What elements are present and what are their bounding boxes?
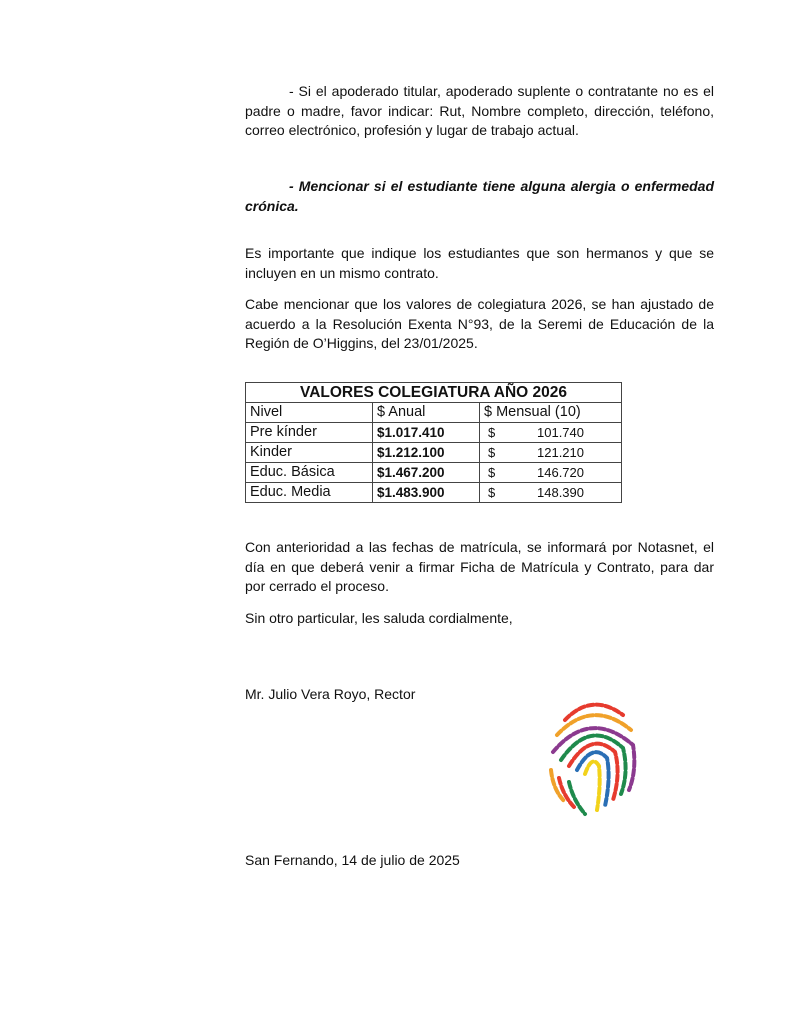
- cell-mensual: [480, 483, 622, 503]
- mensual-value: 101.740: [537, 425, 584, 440]
- paragraph-siblings: Es importante que indique los estudiantes que son hermanos y que se incluyen en un mismo contrato.: [245, 245, 714, 281]
- column-header-mensual: $ Mensual (10): [480, 403, 622, 423]
- paragraph-closing: Sin otro particular, les saluda cordialmente,: [245, 610, 513, 626]
- fingerprint-logo-icon: [545, 690, 640, 818]
- currency-sign: $: [488, 485, 496, 500]
- table-row: [246, 463, 622, 483]
- paragraph-guardian-info: - Si el apoderado titular, apoderado suplente o contratante no es el padre o madre, favor indicar: Rut, Nombre completo, dirección, teléfono, correo electrónico, profesión y lugar de trabajo actual.: [245, 83, 714, 138]
- mensual-value: 121.210: [537, 445, 584, 460]
- table-row: [246, 483, 622, 503]
- cell-anual: $1.483.900: [373, 483, 480, 503]
- cell-anual: $1.467.200: [373, 463, 480, 483]
- paragraph-fees-resolution: Cabe mencionar que los valores de colegiatura 2026, se han ajustado de acuerdo a la Resolución Exenta N°93, de la Seremi de Educación de la Región de O’Higgins, del 23/01/2025.: [245, 296, 714, 351]
- currency-sign: $: [488, 465, 496, 480]
- cell-nivel: Educ. Básica: [246, 463, 373, 483]
- currency-sign: $: [488, 425, 496, 440]
- table-row: [246, 443, 622, 463]
- cell-mensual: [480, 423, 622, 443]
- paragraph-allergy-note: - Mencionar si el estudiante tiene alguna alergia o enfermedad crónica.: [245, 178, 714, 214]
- fees-table: [245, 382, 622, 503]
- cell-anual: $1.212.100: [373, 443, 480, 463]
- cell-mensual: [480, 463, 622, 483]
- mensual-value: 148.390: [537, 485, 584, 500]
- place-and-date: San Fernando, 14 de julio de 2025: [245, 852, 460, 868]
- paragraph-enrollment-date: Con anterioridad a las fechas de matrícula, se informará por Notasnet, el día en que deberá venir a firmar Ficha de Matrícula y Contrato, para dar por cerrado el proceso.: [245, 539, 714, 594]
- fees-table-title: VALORES COLEGIATURA AÑO 2026: [246, 383, 622, 403]
- cell-nivel: Educ. Media: [246, 483, 373, 503]
- currency-sign: $: [488, 445, 496, 460]
- cell-anual: $1.017.410: [373, 423, 480, 443]
- cell-mensual: [480, 443, 622, 463]
- signature-name: Mr. Julio Vera Royo, Rector: [245, 686, 416, 702]
- cell-nivel: Pre kínder: [246, 423, 373, 443]
- table-row: [246, 423, 622, 443]
- cell-nivel: Kinder: [246, 443, 373, 463]
- column-header-anual: $ Anual: [373, 403, 480, 423]
- column-header-nivel: Nivel: [246, 403, 373, 423]
- mensual-value: 146.720: [537, 465, 584, 480]
